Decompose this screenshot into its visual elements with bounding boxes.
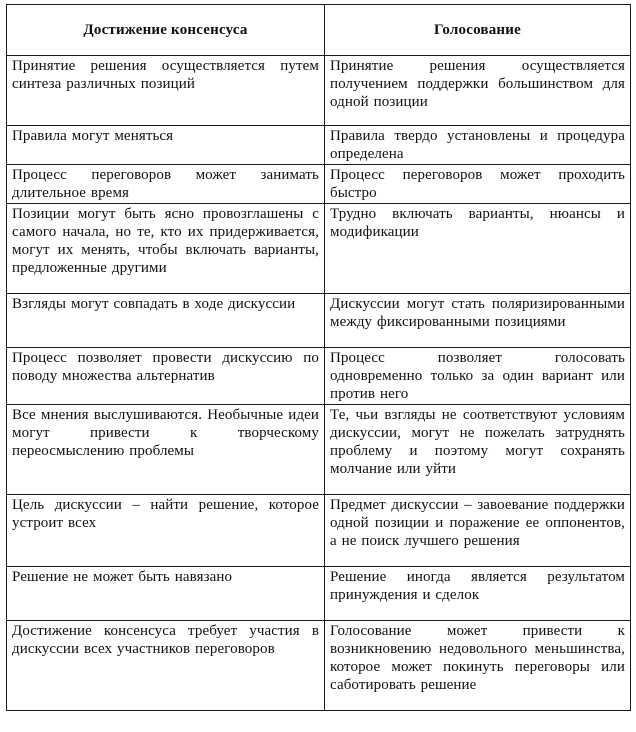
table-row [7, 165, 631, 204]
voting-cell: Трудно включать варианты, нюансы и модификации [325, 204, 631, 294]
table-row [7, 294, 631, 348]
table-row [7, 204, 631, 294]
voting-cell: Процесс позволяет голосовать одновременно только за один вариант или против него [325, 348, 631, 405]
consensus-cell: Процесс позволяет провести дискуссию по поводу множества альтернатив [7, 348, 325, 405]
table-row [7, 126, 631, 165]
voting-cell: Дискуссии могут стать поляризированными между фиксированными позициями [325, 294, 631, 348]
consensus-cell: Позиции могут быть ясно провозглашены с самого начала, но те, кто их придерживается, могут их менять, чтобы включать варианты, предложенные другими [7, 204, 325, 294]
column-header-voting: Голосование [325, 5, 631, 56]
voting-cell: Процесс переговоров может проходить быстро [325, 165, 631, 204]
consensus-cell: Процесс переговоров может занимать длительное время [7, 165, 325, 204]
table-row [7, 495, 631, 567]
consensus-cell: Взгляды могут совпадать в ходе дискуссии [7, 294, 325, 348]
table-row [7, 621, 631, 711]
voting-cell: Правила твердо установлены и процедура определена [325, 126, 631, 165]
voting-cell: Предмет дискуссии – завоевание поддержки одной позиции и поражение ее оппонентов, а не поиск лучшего решения [325, 495, 631, 567]
table-row [7, 348, 631, 405]
voting-cell: Голосование может привести к возникновению недовольного меньшинства, которое может покинуть переговоры или саботировать решение [325, 621, 631, 711]
table-row [7, 56, 631, 126]
table-row [7, 405, 631, 495]
consensus-cell: Цель дискуссии – найти решение, которое устроит всех [7, 495, 325, 567]
voting-cell: Решение иногда является результатом принуждения и сделок [325, 567, 631, 621]
document-page [6, 4, 630, 711]
consensus-cell: Достижение консенсуса требует участия в дискуссии всех участников переговоров [7, 621, 325, 711]
comparison-table [6, 4, 631, 711]
consensus-cell: Все мнения выслушиваются. Необычные идеи могут привести к творческому переосмыслению проблемы [7, 405, 325, 495]
consensus-cell: Правила могут меняться [7, 126, 325, 165]
voting-cell: Те, чьи взгляды не соответствуют условиям дискуссии, могут не пожелать затруднять проблему и поэтому могут сохранять молчание или уйти [325, 405, 631, 495]
consensus-cell: Решение не может быть навязано [7, 567, 325, 621]
voting-cell: Принятие решения осуществляется получением поддержки большинством для одной позиции [325, 56, 631, 126]
column-header-consensus: Достижение консенсуса [7, 5, 325, 56]
consensus-cell: Принятие решения осуществляется путем синтеза различных позиций [7, 56, 325, 126]
table-row [7, 567, 631, 621]
table-header-row [7, 5, 631, 56]
